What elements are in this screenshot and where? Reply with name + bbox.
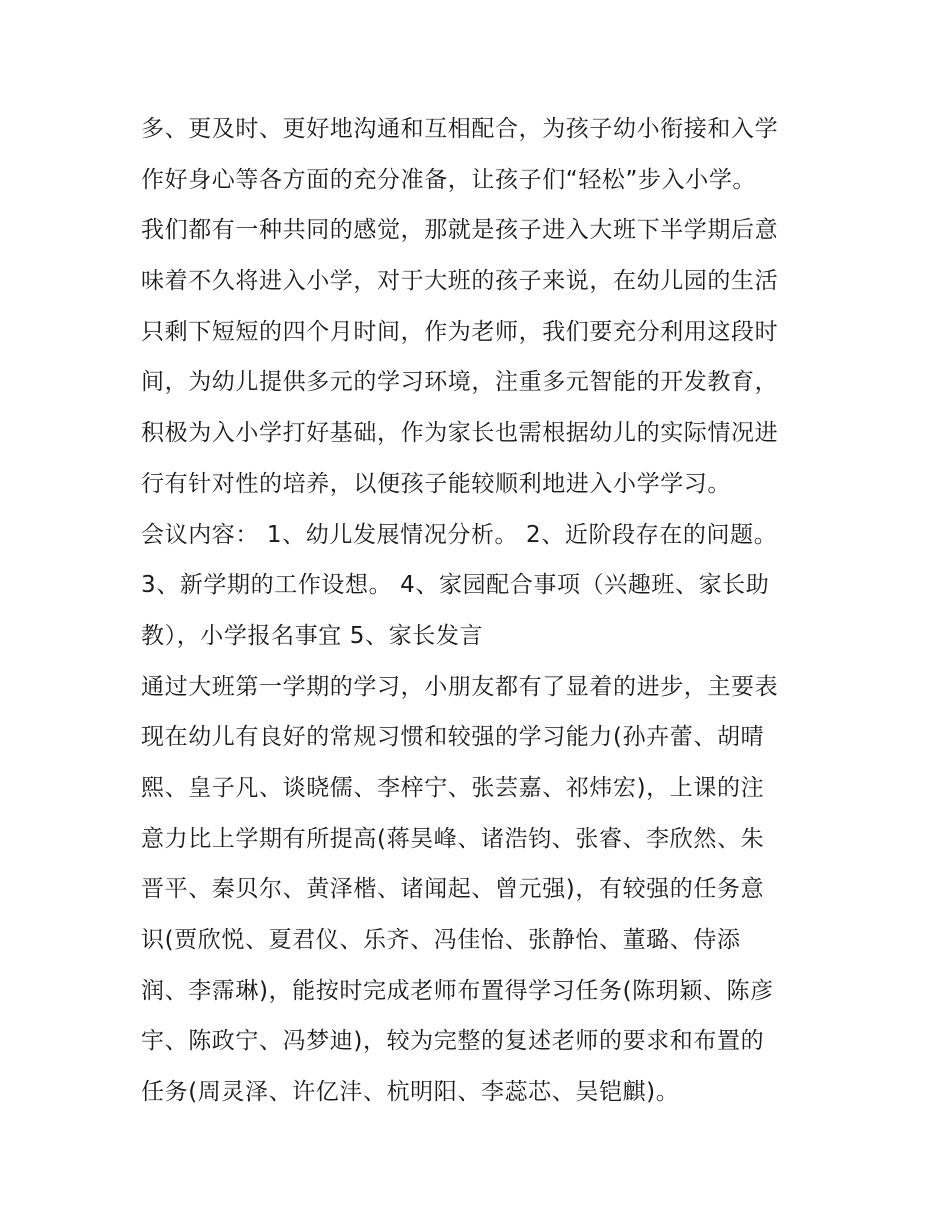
text-line: 积极为入小学打好基础，作为家长也需根据幼儿的实际情况进 bbox=[141, 420, 779, 447]
meeting-agenda-line: 3、新学期的工作设想。 4、家园配合事项（兴趣班、家长助 bbox=[141, 572, 770, 599]
text-line: 任务(周灵泽、许亿沣、杭明阳、李蕊芯、吴铠麒)。 bbox=[141, 1079, 680, 1106]
text-line: 味着不久将进入小学，对于大班的孩子来说，在幼儿园的生活 bbox=[141, 268, 779, 295]
text-line: 我们都有一种共同的感觉，那就是孩子进入大班下半学期后意 bbox=[141, 217, 779, 244]
text-line: 熙、皇子凡、谈晓儒、李梓宁、张芸嘉、祁炜宏)，上课的注 bbox=[141, 774, 765, 801]
meeting-agenda-line: 教），小学报名事宜 5、家长发言 bbox=[141, 622, 484, 649]
text-line: 晋平、秦贝尔、黄泽楷、诸闻起、曾元强)，有较强的任务意 bbox=[141, 876, 765, 903]
text-line: 行有针对性的培养，以便孩子能较顺利地进入小学学习。 bbox=[141, 470, 731, 497]
text-line: 作好身心等各方面的充分准备，让孩子们“轻松”步入小学。 bbox=[141, 166, 757, 193]
text-line: 宇、陈政宁、冯梦迪)，较为完整的复述老师的要求和布置的 bbox=[141, 1028, 765, 1055]
text-line: 现在幼儿有良好的常规习惯和较强的学习能力(孙卉蕾、胡晴 bbox=[141, 724, 765, 751]
text-line: 润、李霈琳)，能按时完成老师布置得学习任务(陈玥颖、陈彦 bbox=[141, 977, 774, 1004]
text-line: 意力比上学期有所提高(蒋昊峰、诸浩钧、张睿、李欣然、朱 bbox=[141, 825, 765, 852]
text-line: 识(贾欣悦、夏君仪、乐齐、冯佳怡、张静怡、董璐、侍添 bbox=[141, 927, 741, 953]
body-text bbox=[141, 104, 831, 1118]
text-line: 多、更及时、更好地沟通和互相配合，为孩子幼小衔接和入学 bbox=[141, 116, 779, 142]
meeting-agenda-line: 会议内容： 1、幼儿发展情况分析。 2、近阶段存在的问题。 bbox=[141, 521, 778, 548]
text-line: 只剩下短短的四个月时间，作为老师，我们要充分利用这段时 bbox=[141, 318, 779, 345]
text-line: 间，为幼儿提供多元的学习环境，注重多元智能的开发教育， bbox=[141, 369, 779, 396]
text-line: 通过大班第一学期的学习，小朋友都有了显着的进步，主要表 bbox=[141, 673, 779, 700]
